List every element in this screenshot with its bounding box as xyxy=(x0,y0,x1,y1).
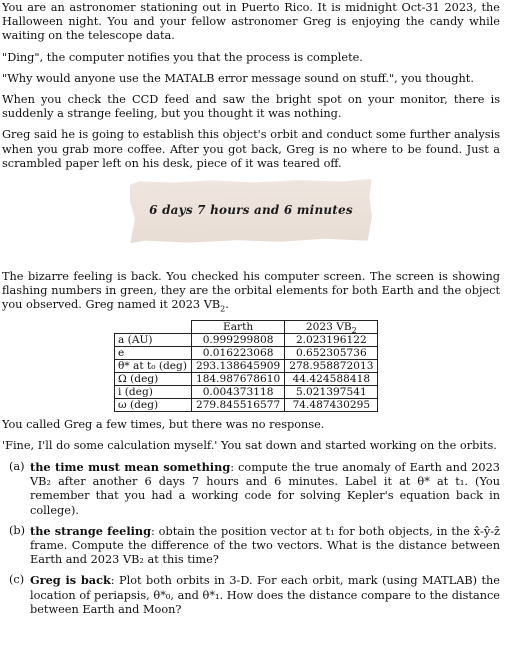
story-paragraph-2: "Ding", the computer notifies you that the process is complete. xyxy=(2,50,363,64)
earth-value: 0.004373118 xyxy=(191,385,284,398)
col-header-earth: Earth xyxy=(191,320,284,333)
row-label: ω (deg) xyxy=(115,398,192,411)
task-item-b xyxy=(2,524,500,568)
table-row xyxy=(115,372,378,385)
earth-value: 0.016223068 xyxy=(191,346,284,359)
table-row xyxy=(115,359,378,372)
table-row xyxy=(115,398,378,411)
table-row xyxy=(115,346,378,359)
object-value: 44.424588418 xyxy=(285,372,378,385)
object-value: 2.023196122 xyxy=(285,333,378,346)
col-header-object-text: 2023 VB xyxy=(305,320,352,333)
row-label: θ* at t₀ (deg) xyxy=(115,359,192,372)
row-label: e xyxy=(115,346,192,359)
task-marker: (a) xyxy=(9,460,25,474)
earth-value: 293.138645909 xyxy=(191,359,284,372)
task-marker: (c) xyxy=(9,573,25,587)
task-title: Greg is back xyxy=(30,573,111,588)
task-marker: (b) xyxy=(9,523,26,537)
table-row xyxy=(115,333,378,346)
earth-value: 0.999299808 xyxy=(191,333,284,346)
task-body: : obtain the position vector at t₁ for both objects, in the x̂-ŷ-ẑ frame. Compute the difference of the two vectors. What is the distance between Earth and 2023 VB₂ at this time? xyxy=(30,524,500,567)
row-label: a (AU) xyxy=(115,333,192,346)
object-value: 278.958872013 xyxy=(285,359,378,372)
torn-paper-note xyxy=(2,178,500,260)
earth-value: 184.987678610 xyxy=(191,372,284,385)
object-value: 0.652305736 xyxy=(285,346,378,359)
story-paragraph-1: You are an astronomer stationing out in Puerto Rico. It is midnight Oct-31 2023, the Halloween night. You and your fellow astronomer Greg is enjoying the candy while waiting on the telescope data. xyxy=(2,1,500,43)
torn-paper-text: 6 days 7 hours and 6 minutes xyxy=(149,203,353,218)
table-header-row xyxy=(115,320,378,333)
paragraph-6-end: . xyxy=(225,298,229,312)
table-corner-cell xyxy=(115,320,192,333)
earth-value: 279.845516577 xyxy=(191,398,284,411)
object-value: 74.487430295 xyxy=(285,398,378,411)
row-label: Ω (deg) xyxy=(115,372,192,385)
task-title: the time must mean something xyxy=(30,460,231,475)
story-paragraph-7: You called Greg a few times, but there was no response. xyxy=(2,417,325,431)
orbital-elements-table xyxy=(114,320,378,412)
story-paragraph-4: When you check the CCD feed and saw the bright spot on your monitor, there is suddenly a strange feeling, but you thought it was nothing. xyxy=(2,93,500,121)
story-paragraph-6 xyxy=(2,270,500,313)
task-title: the strange feeling xyxy=(30,523,152,538)
task-body: : Plot both orbits in 3-D. For each orbit, mark (using MATLAB) the location of periapsis, θ*₀, and θ*₁. How does the distance compare to the distance between Earth and Moon? xyxy=(30,574,500,616)
table-row xyxy=(115,385,378,398)
task-item-c xyxy=(2,573,500,617)
paragraph-6-text: The bizarre feeling is back. You checked his computer screen. The screen is showing flashing numbers in green, they are the orbital elements for both Earth and the object you observed. Greg named it 2023 VB xyxy=(2,270,500,312)
task-body: : compute the true anomaly of Earth and 2023 VB₂ after another 6 days 7 hours and 6 minutes. Label it at θ* at t₁. (You remember that you had a working code for solving Kepler's equation back in college). xyxy=(30,461,500,517)
paragraph-6-subscript: 2 xyxy=(220,304,226,314)
task-list xyxy=(2,460,500,617)
row-label: i (deg) xyxy=(115,385,192,398)
story-paragraph-5: Greg said he is going to establish this object's orbit and conduct some further analysis when you grab more coffee. After you got back, Greg is no where to be found. Just a scrambled paper left on his desk, piece of it was teared off. xyxy=(2,128,500,170)
col-header-object xyxy=(285,320,378,333)
col-header-object-sub: 2 xyxy=(351,325,357,335)
object-value: 5.021397541 xyxy=(285,385,378,398)
story-paragraph-8: 'Fine, I'll do some calculation myself.' You sat down and started working on the orbits. xyxy=(2,438,497,452)
story-paragraph-3: "Why would anyone use the MATALB error message sound on stuff.", you thought. xyxy=(2,71,474,85)
task-item-a xyxy=(2,460,500,518)
